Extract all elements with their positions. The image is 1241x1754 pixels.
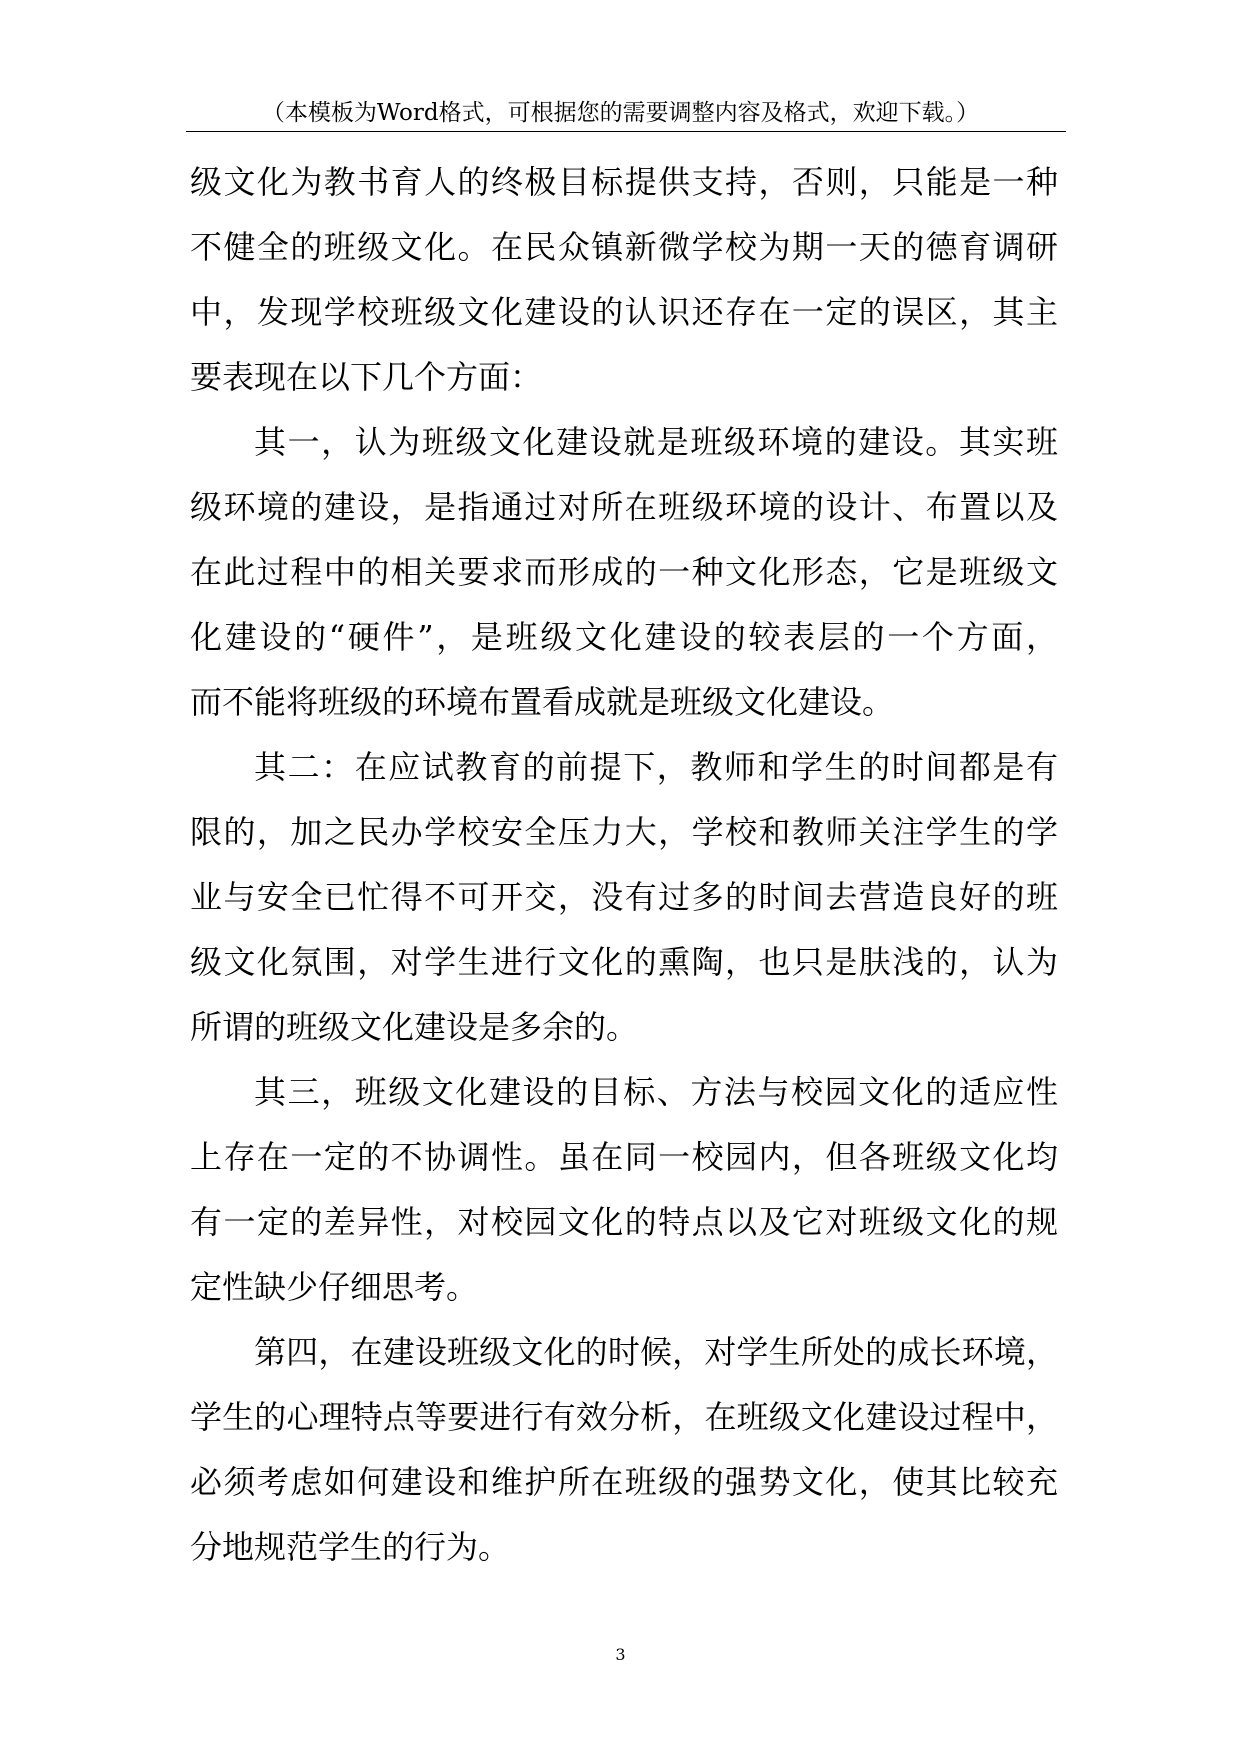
page-number: 3 <box>615 1645 626 1664</box>
text-line: 业与安全已忙得不可开交，没有过多的时间去营造良好的班 <box>190 878 1058 916</box>
text-line: 限的，加之民办学校安全压力大，学校和教师关注学生的学 <box>190 813 1058 851</box>
text-line: 而不能将班级的环境布置看成就是班级文化建设。 <box>190 683 895 721</box>
text-line: 其一，认为班级文化建设就是班级环境的建设。其实班 <box>254 423 1058 461</box>
header-template-note: （本模板为Word格式，可根据您的需要调整内容及格式，欢迎下载。） <box>261 100 980 126</box>
text-line: 要表现在以下几个方面： <box>190 358 543 396</box>
paragraph <box>190 1060 1058 1320</box>
text-line: 定性缺少仔细思考。 <box>190 1268 479 1306</box>
text-line: 级文化氛围，对学生进行文化的熏陶，也只是肤浅的，认为 <box>190 943 1058 981</box>
document-body <box>190 150 1058 1580</box>
text-line: 中，发现学校班级文化建设的认识还存在一定的误区，其主 <box>190 293 1058 331</box>
paragraph <box>190 410 1058 735</box>
paragraph <box>190 735 1058 1060</box>
text-line: 学生的心理特点等要进行有效分析，在班级文化建设过程中， <box>190 1398 1058 1436</box>
text-line: 其二：在应试教育的前提下，教师和学生的时间都是有 <box>254 748 1058 786</box>
text-line: 分地规范学生的行为。 <box>190 1528 511 1566</box>
text-line: 上存在一定的不协调性。虽在同一校园内，但各班级文化均 <box>190 1138 1058 1176</box>
text-line: 必须考虑如何建设和维护所在班级的强势文化，使其比较充 <box>190 1463 1058 1501</box>
text-line: 第四，在建设班级文化的时候，对学生所处的成长环境， <box>254 1333 1058 1371</box>
text-line: 不健全的班级文化。在民众镇新微学校为期一天的德育调研 <box>190 228 1058 266</box>
text-line: 级环境的建设，是指通过对所在班级环境的设计、布置以及 <box>190 488 1058 526</box>
text-line: 其三，班级文化建设的目标、方法与校园文化的适应性 <box>254 1073 1058 1111</box>
paragraph <box>190 150 1058 410</box>
text-line: 化建设的“硬件”，是班级文化建设的较表层的一个方面， <box>190 618 1058 656</box>
text-line: 有一定的差异性，对校园文化的特点以及它对班级文化的规 <box>190 1203 1058 1241</box>
header-divider <box>186 131 1066 132</box>
text-line: 所谓的班级文化建设是多余的。 <box>190 1008 639 1046</box>
text-line: 级文化为教书育人的终极目标提供支持，否则，只能是一种 <box>190 163 1058 201</box>
text-line: 在此过程中的相关要求而形成的一种文化形态，它是班级文 <box>190 553 1058 591</box>
paragraph <box>190 1320 1058 1580</box>
